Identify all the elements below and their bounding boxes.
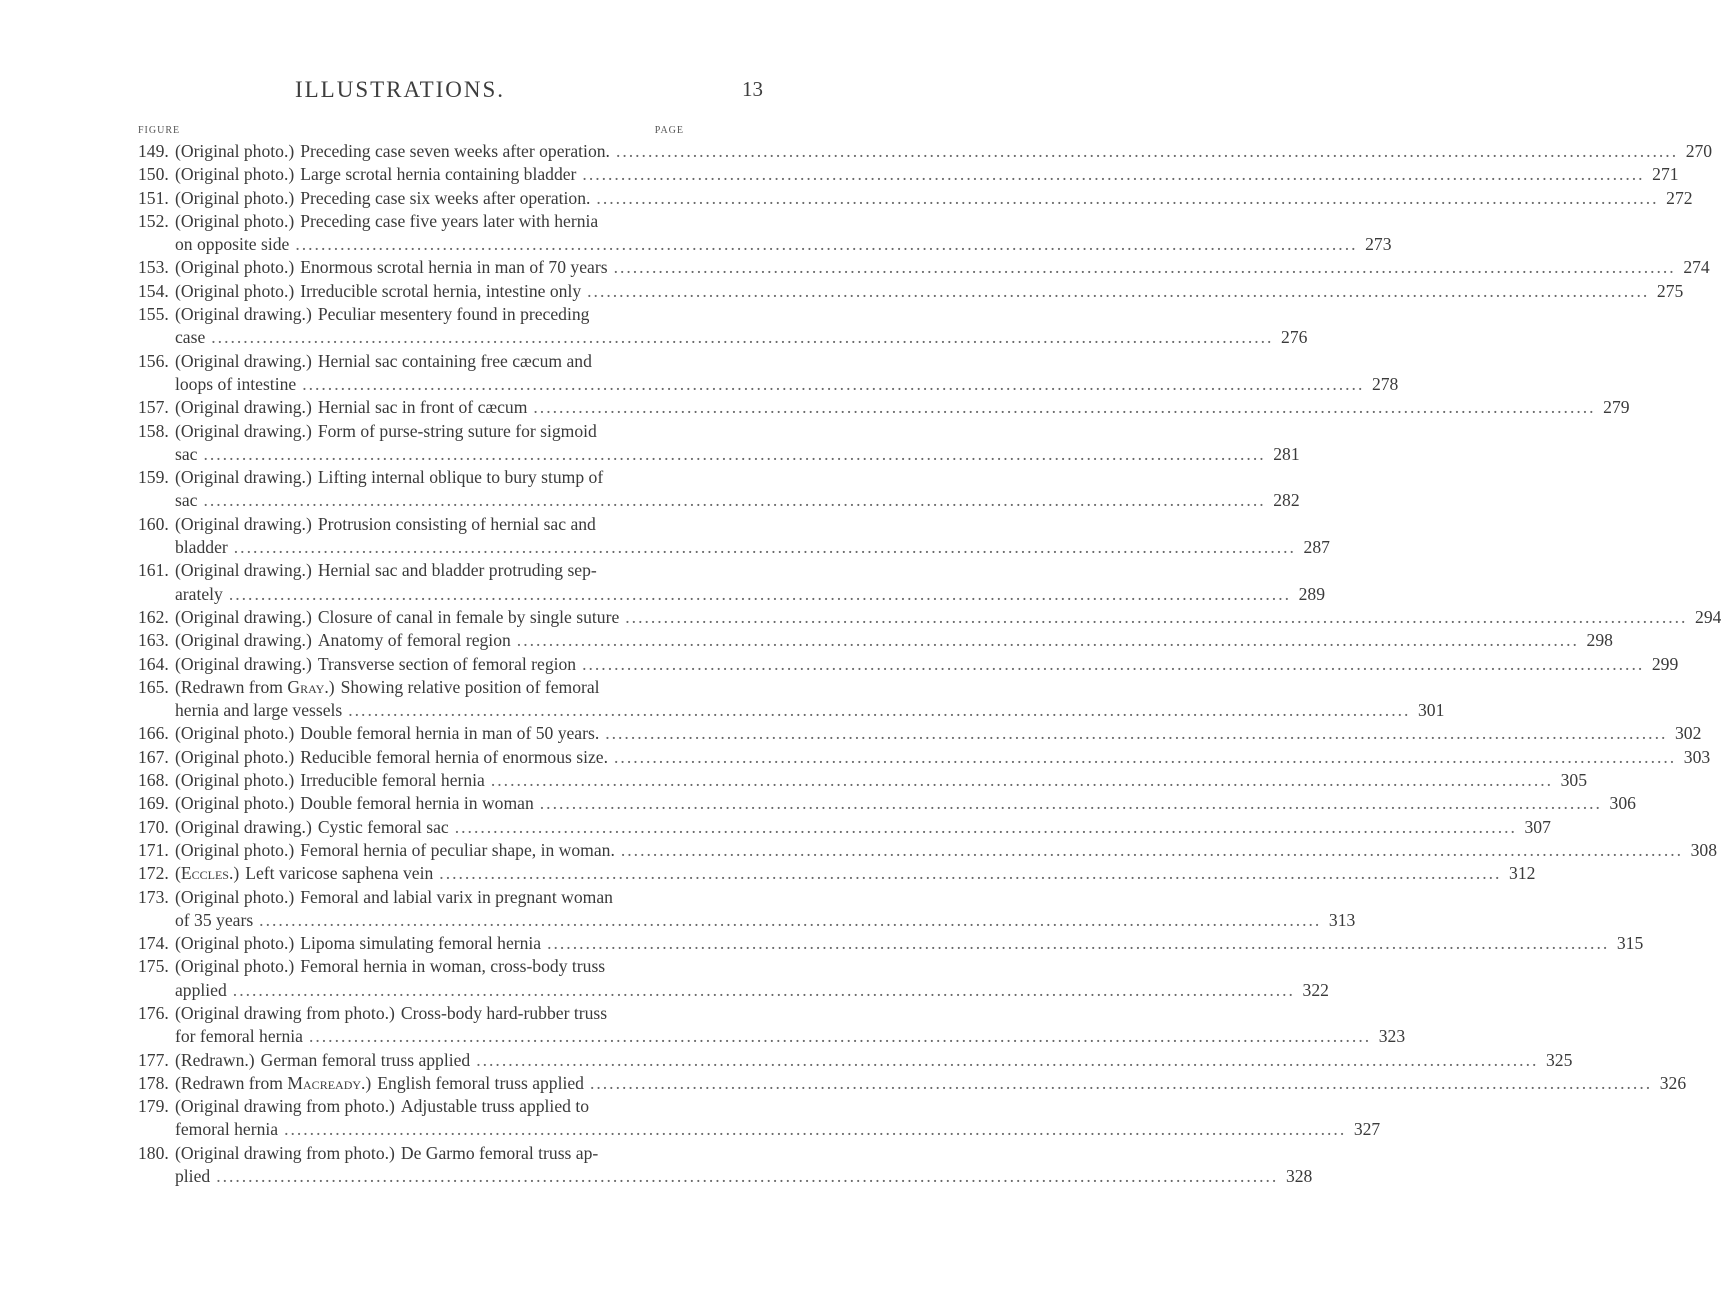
page-ref: 325 [1545, 1049, 1573, 1070]
dot-leader [295, 233, 1357, 256]
entry-first-line [138, 932, 1644, 955]
figure-description: arately [175, 583, 223, 604]
entry-first-line [138, 350, 684, 373]
figure-source: (Original drawing.) [175, 467, 312, 488]
figure-description: De Garmo femoral truss ap- [400, 1142, 599, 1163]
list-item [138, 839, 1718, 862]
figure-number: 178. [138, 1072, 169, 1093]
figure-source: (Redrawn from Macready.) [175, 1072, 372, 1093]
entry-first-line [138, 466, 684, 489]
dot-leader [605, 722, 1667, 745]
dot-leader [596, 187, 1658, 210]
dot-leader [582, 653, 1644, 676]
figure-description: Adjustable truss applied to [400, 1096, 590, 1117]
list-item [138, 629, 1613, 652]
list-item [138, 816, 1551, 839]
dot-leader [234, 536, 1296, 559]
dot-leader [621, 839, 1683, 862]
page-ref: 272 [1666, 187, 1693, 208]
figure-description: Form of purse-string suture for sigmoid [317, 420, 597, 441]
figure-source: (Original drawing.) [175, 304, 312, 325]
figure-source: (Original photo.) [175, 956, 295, 977]
column-headings [138, 125, 684, 139]
list-item [138, 256, 1710, 279]
page-ref: 299 [1651, 653, 1679, 674]
dot-leader [491, 769, 1553, 792]
figure-number: 152. [138, 210, 169, 231]
dot-leader [587, 280, 1649, 303]
entry-continuation-line [138, 699, 1445, 722]
page-ref: 308 [1690, 839, 1718, 860]
dot-leader [476, 1049, 1538, 1072]
entry-continuation-line [138, 373, 1399, 396]
entry-first-line [138, 140, 1713, 163]
list-item [138, 140, 1713, 163]
figure-description: Anatomy of femoral region [317, 630, 511, 651]
figure-number: 168. [138, 770, 169, 791]
figure-number: 177. [138, 1049, 169, 1070]
entry-first-line [138, 303, 684, 326]
list-item [138, 862, 1536, 885]
figure-number: 153. [138, 257, 169, 278]
entry-continuation-line [138, 1165, 1313, 1188]
entry-continuation-line [138, 909, 1356, 932]
figure-source: (Original photo.) [175, 257, 295, 278]
figure-description: Showing relative position of femoral [340, 676, 600, 697]
figure-description: plied [175, 1166, 211, 1187]
figure-number: 157. [138, 397, 169, 418]
page-ref: 276 [1281, 327, 1308, 348]
entry-continuation-line [138, 979, 1329, 1002]
figure-description: Lifting internal oblique to bury stump of [317, 467, 604, 488]
figure-source: (Eccles.) [175, 863, 240, 884]
entry-continuation-line [138, 326, 1308, 349]
entry-first-line [138, 769, 1588, 792]
figure-number: 158. [138, 420, 169, 441]
page-ref: 313 [1328, 909, 1356, 930]
list-item [138, 769, 1588, 792]
entry-continuation-line [138, 443, 1300, 466]
figure-number: 151. [138, 187, 169, 208]
figure-description: Irreducible femoral hernia [300, 770, 485, 791]
figure-number: 160. [138, 513, 169, 534]
running-head [0, 77, 800, 107]
list-item [138, 420, 1300, 467]
entry-first-line [138, 676, 684, 699]
entry-first-line [138, 1095, 684, 1118]
list-item [138, 792, 1636, 815]
entry-first-line [138, 559, 684, 582]
figure-number: 155. [138, 304, 169, 325]
dot-leader [614, 256, 1676, 279]
page-column-heading: PAGE [654, 125, 684, 136]
page-ref: 294 [1695, 606, 1721, 627]
dot-leader [203, 443, 1265, 466]
list-item [138, 280, 1684, 303]
figure-description: Protrusion consisting of hernial sac and [317, 513, 596, 534]
page-ref: 305 [1560, 770, 1588, 791]
figure-number: 163. [138, 630, 169, 651]
page-ref: 298 [1586, 630, 1613, 651]
figure-description: Reducible femoral hernia of enormous size. [300, 746, 609, 767]
figure-number: 180. [138, 1142, 169, 1163]
entry-continuation-line [138, 583, 1325, 606]
list-item [138, 303, 1308, 350]
entry-first-line [138, 955, 684, 978]
figure-description: Preceding case seven weeks after operation. [300, 141, 610, 161]
figure-description: sac [175, 443, 198, 464]
list-item [138, 559, 1325, 606]
figure-number: 169. [138, 793, 169, 814]
dot-leader [625, 606, 1687, 629]
figure-number: 172. [138, 863, 169, 884]
figure-description: Cross-body hard-rubber truss [400, 1002, 608, 1023]
entry-first-line [138, 1072, 1687, 1095]
entry-first-line [138, 653, 1679, 676]
dot-leader [203, 489, 1265, 512]
page-ref: 326 [1659, 1072, 1687, 1093]
figure-description: loops of intestine [175, 373, 297, 394]
page-ref: 287 [1303, 537, 1330, 558]
figure-source: (Original drawing.) [175, 513, 312, 534]
figure-description: Femoral hernia in woman, cross-body truss [300, 956, 606, 977]
figure-description: hernia and large vessels [175, 700, 343, 721]
figure-source: (Original photo.) [175, 187, 295, 208]
figure-source: (Original photo.) [175, 933, 295, 954]
figure-number: 166. [138, 723, 169, 744]
figure-description: bladder [175, 537, 228, 558]
figure-source: (Original photo.) [175, 164, 295, 185]
figure-description: Femoral and labial varix in pregnant woman [300, 886, 613, 907]
entry-first-line [138, 256, 1710, 279]
dot-leader [439, 862, 1501, 885]
list-item [138, 1142, 1313, 1189]
entry-first-line [138, 420, 684, 443]
list-item [138, 653, 1679, 676]
figure-number: 167. [138, 746, 169, 767]
dot-leader [517, 629, 1579, 652]
entry-continuation-line [138, 1118, 1381, 1141]
dot-leader [309, 1025, 1371, 1048]
page-ref: 312 [1509, 863, 1536, 884]
page-number: 13 [742, 77, 763, 101]
dot-leader [590, 1072, 1652, 1095]
figure-source: (Original drawing from photo.) [175, 1002, 395, 1023]
figure-source: (Original photo.) [175, 723, 295, 744]
figure-source: (Original photo.) [175, 210, 295, 231]
list-item [138, 1072, 1687, 1095]
figure-description: Hernial sac in front of cæcum [317, 397, 528, 418]
figure-source: (Original photo.) [175, 280, 295, 301]
list-item [138, 1002, 1406, 1049]
figure-source: (Original drawing from photo.) [175, 1142, 395, 1163]
figure-number: 164. [138, 653, 169, 674]
page-ref: 322 [1302, 979, 1329, 1000]
list-item [138, 1095, 1381, 1142]
entry-first-line [138, 187, 1693, 210]
figure-description: Double femoral hernia in man of 50 years. [300, 723, 600, 744]
figure-number: 156. [138, 350, 169, 371]
figure-description: femoral hernia [175, 1119, 279, 1140]
entry-first-line [138, 163, 1679, 186]
figure-description: German femoral truss applied [260, 1049, 471, 1070]
list-item [138, 606, 1721, 629]
dot-leader [540, 792, 1602, 815]
page-ref: 306 [1609, 793, 1636, 814]
page-ref: 273 [1365, 234, 1392, 255]
figure-description: Preceding case five years later with hernia [300, 210, 599, 231]
entry-first-line [138, 886, 684, 909]
figure-description: of 35 years [175, 909, 254, 930]
page-ref: 270 [1685, 141, 1713, 161]
entry-first-line [138, 396, 1630, 419]
dot-leader [259, 909, 1321, 932]
dot-leader [533, 396, 1595, 419]
entry-first-line [138, 513, 684, 536]
figure-source: (Redrawn from Gray.) [175, 676, 335, 697]
dot-leader [616, 140, 1678, 163]
entry-first-line [138, 839, 1718, 862]
entry-first-line [138, 280, 1684, 303]
entry-continuation-line [138, 1025, 1406, 1048]
figure-source: (Original drawing.) [175, 560, 312, 581]
entry-first-line [138, 606, 1721, 629]
entry-continuation-line [138, 536, 1330, 559]
figure-description: Enormous scrotal hernia in man of 70 years [300, 257, 608, 278]
figure-source: (Original photo.) [175, 746, 295, 767]
dot-leader [455, 816, 1517, 839]
page-ref: 301 [1418, 700, 1445, 721]
figure-source: (Original drawing from photo.) [175, 1096, 395, 1117]
figure-source: (Original photo.) [175, 839, 295, 860]
entry-continuation-line [138, 233, 1392, 256]
list-item [138, 676, 1445, 723]
list-item [138, 350, 1399, 397]
page-ref: 282 [1273, 490, 1300, 511]
figure-number: 176. [138, 1002, 169, 1023]
entry-first-line [138, 746, 1711, 769]
figure-number: 149. [138, 141, 169, 161]
figure-number: 179. [138, 1096, 169, 1117]
entry-first-line [138, 210, 684, 233]
dot-leader [547, 932, 1609, 955]
list-item [138, 187, 1693, 210]
figure-description: Peculiar mesentery found in preceding [317, 304, 590, 325]
figure-number: 162. [138, 606, 169, 627]
figure-source: (Original photo.) [175, 886, 295, 907]
page-ref: 315 [1616, 933, 1644, 954]
page-ref: 327 [1353, 1119, 1381, 1140]
figure-description: case [175, 327, 206, 348]
figure-description: Lipoma simulating femoral hernia [300, 933, 542, 954]
figure-source: (Original drawing.) [175, 420, 312, 441]
figure-number: 165. [138, 676, 169, 697]
illustrations-list [138, 140, 1721, 1188]
list-item [138, 886, 1356, 933]
list-item [138, 746, 1711, 769]
figure-source: (Redrawn.) [175, 1049, 255, 1070]
page-ref: 328 [1285, 1166, 1313, 1187]
figure-description: Transverse section of femoral region [317, 653, 577, 674]
page-ref: 281 [1273, 443, 1300, 464]
list-item [138, 163, 1679, 186]
list-item [138, 466, 1300, 513]
figure-description: Cystic femoral sac [317, 816, 449, 837]
figure-description: applied [175, 979, 227, 1000]
figure-number: 174. [138, 933, 169, 954]
dot-leader [229, 583, 1291, 606]
page-ref: 275 [1656, 280, 1684, 301]
entry-first-line [138, 816, 1551, 839]
figure-number: 173. [138, 886, 169, 907]
entry-continuation-line [138, 489, 1300, 512]
figure-number: 171. [138, 839, 169, 860]
entry-first-line [138, 722, 1702, 745]
entry-first-line [138, 629, 1613, 652]
figure-description: Hernial sac and bladder protruding sep- [317, 560, 597, 581]
figure-column-heading: FIGURE [138, 125, 181, 136]
figure-number: 159. [138, 467, 169, 488]
entry-first-line [138, 862, 1536, 885]
figure-source: (Original drawing.) [175, 350, 312, 371]
figure-description: Femoral hernia of peculiar shape, in woman. [300, 839, 615, 860]
dot-leader [284, 1118, 1346, 1141]
dot-leader [211, 326, 1273, 349]
dot-leader [302, 373, 1364, 396]
entry-first-line [138, 792, 1636, 815]
page-ref: 302 [1674, 723, 1702, 744]
figure-description: sac [175, 490, 198, 511]
page-ref: 274 [1683, 257, 1710, 278]
list-item [138, 932, 1644, 955]
figure-source: (Original photo.) [175, 793, 295, 814]
figure-source: (Original drawing.) [175, 630, 312, 651]
page-ref: 323 [1378, 1026, 1406, 1047]
figure-description: Large scrotal hernia containing bladder [300, 164, 577, 185]
figure-source: (Original drawing.) [175, 397, 312, 418]
figure-source: (Original photo.) [175, 141, 295, 161]
figure-number: 154. [138, 280, 169, 301]
list-item [138, 210, 1392, 257]
list-item [138, 722, 1702, 745]
figure-description: Left varicose saphena vein [245, 863, 434, 884]
figure-number: 170. [138, 816, 169, 837]
list-item [138, 513, 1330, 560]
figure-source: (Original drawing.) [175, 606, 312, 627]
dot-leader [216, 1165, 1278, 1188]
figure-description: Double femoral hernia in woman [300, 793, 534, 814]
dot-leader [348, 699, 1410, 722]
dot-leader [233, 979, 1295, 1002]
figure-number: 150. [138, 164, 169, 185]
entry-first-line [138, 1002, 684, 1025]
figure-number: 175. [138, 956, 169, 977]
list-item [138, 1049, 1573, 1072]
list-item [138, 396, 1630, 419]
dot-leader [614, 746, 1676, 769]
figure-description: English femoral truss applied [377, 1072, 584, 1093]
figure-description: for femoral hernia [175, 1026, 303, 1047]
dot-leader [582, 163, 1644, 186]
entry-first-line [138, 1049, 1573, 1072]
page-ref: 279 [1603, 397, 1630, 418]
list-item [138, 955, 1329, 1002]
figure-description: Closure of canal in female by single suture [317, 606, 620, 627]
figure-number: 161. [138, 560, 169, 581]
page-ref: 307 [1524, 816, 1551, 837]
figure-description: Irreducible scrotal hernia, intestine only [300, 280, 582, 301]
page-ref: 271 [1652, 164, 1679, 185]
figure-source: (Original photo.) [175, 770, 295, 791]
entry-first-line [138, 1142, 684, 1165]
figure-source: (Original drawing.) [175, 653, 312, 674]
page-ref: 278 [1371, 373, 1399, 394]
figure-description: Preceding case six weeks after operation. [300, 187, 591, 208]
figure-source: (Original drawing.) [175, 816, 312, 837]
page-ref: 303 [1683, 746, 1711, 767]
page-title: ILLUSTRATIONS. [294, 77, 506, 102]
page-ref: 289 [1298, 583, 1325, 604]
figure-description: on opposite side [175, 234, 290, 255]
figure-description: Hernial sac containing free cæcum and [317, 350, 592, 371]
